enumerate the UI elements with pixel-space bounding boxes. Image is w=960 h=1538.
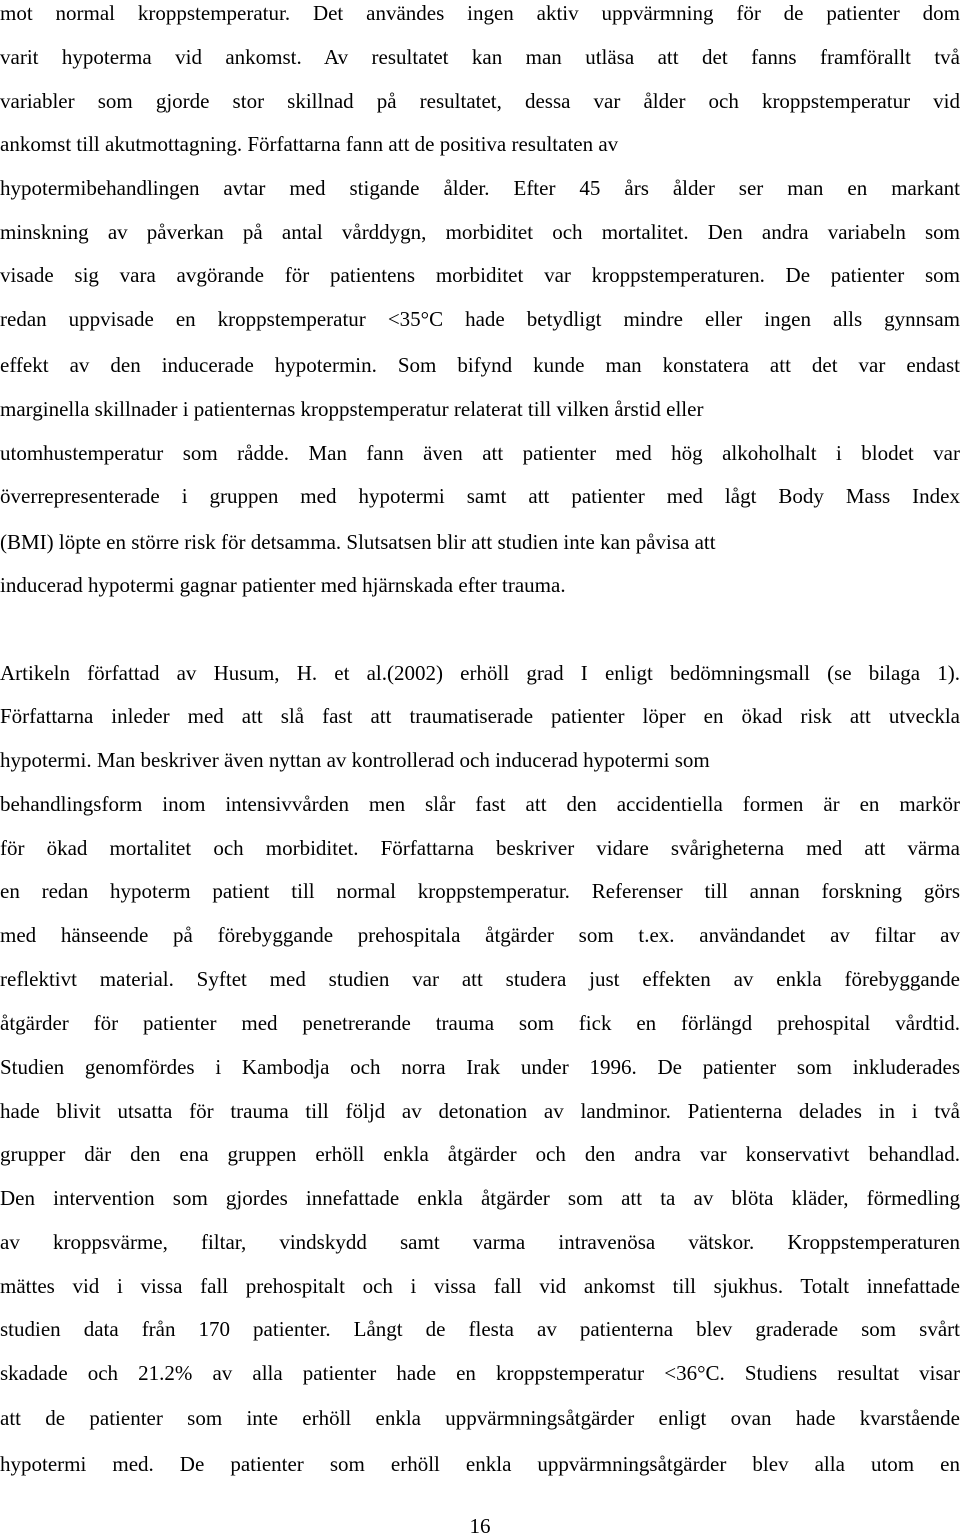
text-line: inducerad hypotermi gagnar patienter med hjärnskada efter trauma. [0, 573, 566, 597]
text-line: Studien genomfördes i Kambodja och norra Irak under 1996. De patienter som inkluderades [0, 1055, 960, 1079]
text-line: minskning av påverkan på antal vårddygn, morbiditet och mortalitet. Den andra variabeln som [0, 220, 960, 244]
text-line: effekt av den inducerade hypotermin. Som bifynd kunde man konstatera att det var endast [0, 353, 960, 377]
text-line: varit hypoterma vid ankomst. Av resultatet kan man utläsa att det fanns framförallt två [0, 45, 960, 69]
text-line: studien data från 170 patienter. Långt de flesta av patienterna blev graderade som svårt [0, 1317, 960, 1341]
text-line: med hänseende på förebyggande prehospitala åtgärder som t.ex. användandet av filtar av [0, 923, 960, 947]
text-line: grupper där den ena gruppen erhöll enkla åtgärder och den andra var konservativt behandlad. [0, 1142, 960, 1166]
text-line: reflektivt material. Syftet med studien var att studera just effekten av enkla förebyggande [0, 967, 960, 991]
text-line: utomhustemperatur som rådde. Man fann även att patienter med hög alkoholhalt i blodet var [0, 441, 960, 465]
text-line: överrepresenterade i gruppen med hypotermi samt att patienter med lågt Body Mass Index [0, 484, 960, 508]
text-line: variabler som gjorde stor skillnad på resultatet, dessa var ålder och kroppstemperatur vid [0, 89, 960, 113]
text-line: en redan hypoterm patient till normal kroppstemperatur. Referenser till annan forskning görs [0, 879, 960, 903]
text-line: åtgärder för patienter med penetrerande trauma som fick en förlängd prehospital vårdtid. [0, 1011, 960, 1035]
text-line: hypotermi med. De patienter som erhöll enkla uppvärmningsåtgärder blev alla utom en [0, 1452, 960, 1476]
text-line: visade sig vara avgörande för patientens morbiditet var kroppstemperaturen. De patienter som [0, 263, 960, 287]
text-line: att de patienter som inte erhöll enkla uppvärmningsåtgärder enligt ovan hade kvarstående [0, 1406, 960, 1430]
text-line: Artikeln författad av Husum, H. et al.(2002) erhöll grad I enligt bedömningsmall (se bilaga 1). [0, 661, 960, 685]
text-line: Författarna inleder med att slå fast att traumatiserade patienter löper en ökad risk att utveckla [0, 704, 960, 728]
text-line: marginella skillnader i patienternas kroppstemperatur relaterat till vilken årstid eller [0, 397, 704, 421]
text-line: hade blivit utsatta för trauma till följd av detonation av landminor. Patienterna delades in i två [0, 1099, 960, 1123]
text-line: av kroppsvärme, filtar, vindskydd samt varma intravenösa vätskor. Kroppstemperaturen [0, 1230, 960, 1254]
text-line: mot normal kroppstemperatur. Det användes ingen aktiv uppvärmning för de patienter dom [0, 1, 960, 25]
text-line: hypotermi. Man beskriver även nyttan av kontrollerad och inducerad hypotermi som [0, 748, 710, 772]
text-line: (BMI) löpte en större risk för detsamma. Slutsatsen blir att studien inte kan påvisa att [0, 530, 716, 554]
page-number: 16 [469, 1514, 491, 1538]
text-line: för ökad mortalitet och morbiditet. Författarna beskriver vidare svårigheterna med att värma [0, 836, 960, 860]
text-line: redan uppvisade en kroppstemperatur <35°C hade betydligt mindre eller ingen alls gynnsam [0, 307, 960, 331]
text-line: skadade och 21.2% av alla patienter hade en kroppstemperatur <36°C. Studiens resultat visar [0, 1361, 960, 1385]
text-line: mättes vid i vissa fall prehospitalt och i vissa fall vid ankomst till sjukhus. Totalt innefattade [0, 1274, 960, 1298]
text-line: hypotermibehandlingen avtar med stigande ålder. Efter 45 års ålder ser man en markant [0, 176, 960, 200]
text-line: ankomst till akutmottagning. Författarna fann att de positiva resultaten av [0, 132, 619, 156]
text-line: behandlingsform inom intensivvården men slår fast att den accidentiella formen är en markör [0, 792, 960, 816]
text-line: Den intervention som gjordes innefattade enkla åtgärder som att ta av blöta kläder, förmedling [0, 1186, 960, 1210]
